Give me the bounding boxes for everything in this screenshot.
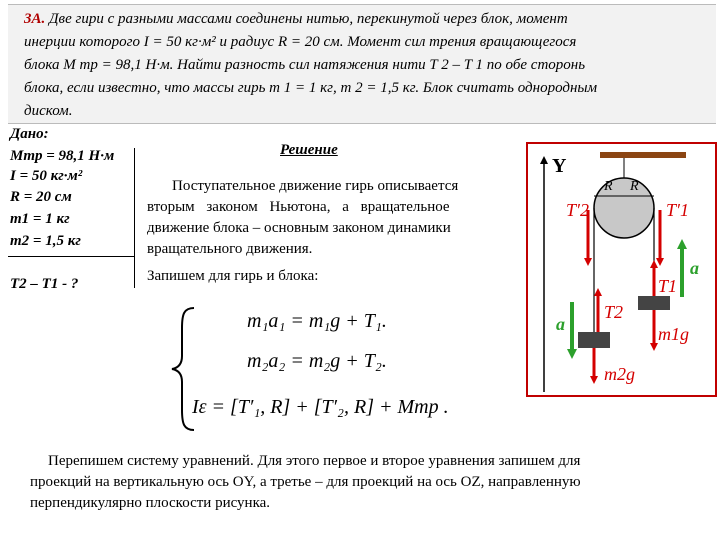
- weight-m2: [578, 332, 610, 348]
- problem-line-2: инерции которого I = 50 кг·м² и радиус R = 20 см. Момент сил трения вращающегося: [24, 34, 577, 50]
- radius-label-right: R: [630, 179, 639, 194]
- pulley-figure: [526, 142, 718, 398]
- problem-number: 3А.: [24, 11, 46, 27]
- equation-3: Iε = [T′₁, R] + [T′₂, R] + Mтр .: [192, 396, 449, 418]
- pulley-disk: [594, 178, 654, 238]
- label-m2g: m2g: [604, 364, 635, 384]
- bottom-line-3: перпендикулярно плоскости рисунка.: [30, 495, 271, 511]
- problem-line-5: диском.: [24, 103, 73, 119]
- problem-line-1: 3А. Две гири с разными массами соединены нитью, перекинутой через блок, момент: [24, 11, 568, 27]
- label-t2: T2: [604, 302, 624, 322]
- problem-statement: [8, 4, 716, 124]
- radius-label-left: R: [604, 179, 613, 194]
- given-item-mtr: Mтр = 98,1 Н·м: [10, 148, 115, 164]
- label-m1g: m1g: [658, 324, 689, 344]
- ceiling: [600, 152, 686, 158]
- given-divider-horizontal: [8, 256, 135, 257]
- equation-1: m₁a₁ = m₁g + T₁.: [247, 310, 387, 332]
- weight-m1: [638, 296, 670, 310]
- bottom-line-1: Перепишем систему уравнений. Для этого первое и второе уравнения запишем для: [48, 453, 581, 469]
- label-t1: T1: [658, 276, 678, 296]
- solution-para2: Запишем для гирь и блока:: [147, 268, 319, 284]
- solution-para1-line1: Поступательное движение гирь описывается: [172, 178, 459, 194]
- solution-para1-line4: вращательного движения.: [147, 241, 313, 257]
- label-t1-prime: T′1: [666, 200, 689, 220]
- y-axis-label: Y: [552, 155, 567, 177]
- label-a-left: a: [556, 314, 565, 334]
- given-item-inertia: I = 50 кг·м²: [10, 168, 83, 184]
- find-item: T2 – T1 - ?: [10, 276, 79, 292]
- solution-heading: Решение: [280, 142, 338, 158]
- given-item-m2: m2 = 1,5 кг: [10, 233, 81, 249]
- problem-line-3: блока M тр = 98,1 Н·м. Найти разность сил натяжения нити T 2 – T 1 по обе сторонь: [24, 57, 586, 73]
- bottom-line-2: проекций на вертикальную ось OY, а третье – для проекций на ось OZ, направленную: [30, 474, 581, 490]
- solution-para1-line3: движение блока – основным законом динамики: [147, 220, 451, 236]
- solution-para1-line2: вторым законом Ньютона, а вращательное: [147, 199, 450, 215]
- given-item-radius: R = 20 см: [10, 189, 72, 205]
- label-a-right: a: [690, 258, 699, 278]
- problem-line-4: блока, если известно, что массы гирь m 1 = 1 кг, m 2 = 1,5 кг. Блок считать однородным: [24, 80, 598, 96]
- label-t2-prime: T′2: [566, 200, 589, 220]
- given-item-m1: m1 = 1 кг: [10, 211, 70, 227]
- given-title: Дано:: [10, 126, 49, 142]
- given-divider-vertical: [134, 148, 135, 288]
- equation-2: m₂a₂ = m₂g + T₂.: [247, 350, 387, 372]
